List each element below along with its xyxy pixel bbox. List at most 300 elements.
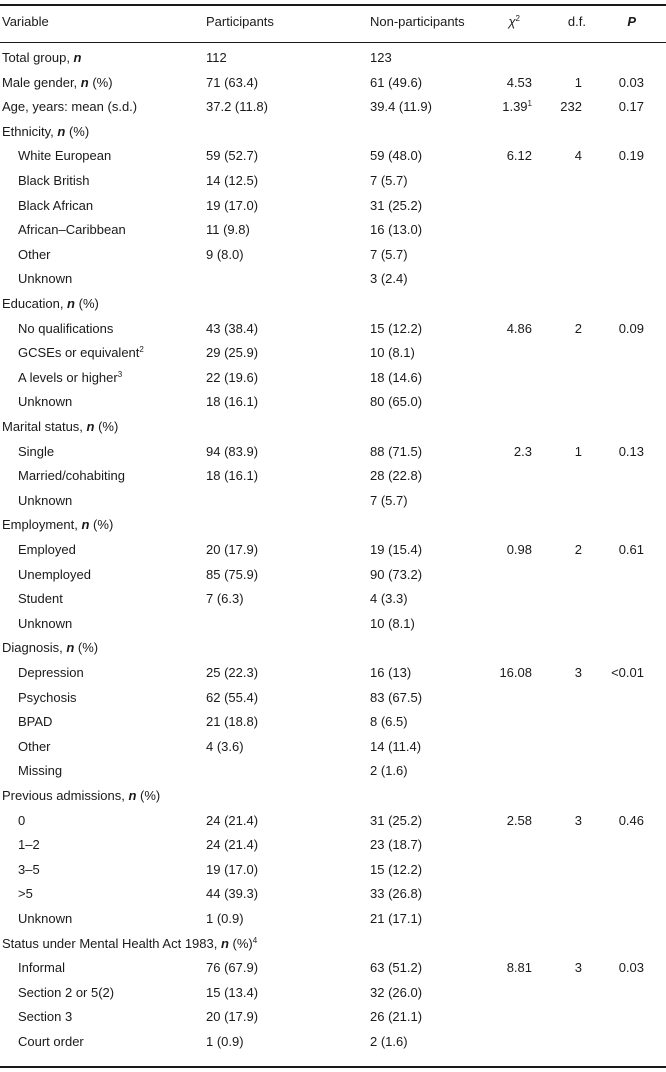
table-row	[0, 956, 666, 981]
participants-cell	[206, 169, 258, 194]
participants-cell-value: 11 (9.8)	[206, 222, 250, 238]
label-text: Marital status,	[2, 419, 87, 434]
non-participants-cell-value: 16 (13.0)	[370, 222, 423, 238]
label-text: Employment,	[2, 517, 82, 533]
participants-cell-value: 4 (3.6)	[206, 738, 244, 754]
variable-label	[18, 833, 40, 858]
p-value-cell-value: 0.46	[618, 812, 644, 828]
label-text: Court order	[18, 1034, 84, 1049]
label-text: White European	[18, 148, 112, 164]
non-participants-cell	[370, 956, 422, 981]
participants-cell-value: 21 (18.8)	[206, 714, 259, 730]
variable-label	[18, 858, 40, 883]
header-df: d.f.	[567, 14, 586, 29]
non-participants-cell	[370, 218, 422, 243]
participants-cell	[206, 1030, 244, 1055]
table-row	[0, 661, 666, 686]
participants-cell	[206, 243, 244, 268]
table-row	[0, 636, 666, 661]
table-row	[0, 464, 666, 489]
p-value-cell-value: 0.09	[618, 320, 644, 336]
table-row	[0, 882, 666, 907]
df-cell-value: 232	[560, 99, 582, 115]
p-value-cell	[611, 661, 644, 686]
variable-label	[18, 686, 77, 711]
variable-label	[18, 390, 72, 415]
label-suffix: (%)	[228, 935, 253, 951]
participants-cell	[206, 735, 244, 760]
participants-cell	[206, 144, 258, 169]
variable-label	[2, 932, 257, 957]
variable-label	[18, 1030, 84, 1055]
label-text: Informal	[18, 960, 65, 976]
table-row	[0, 243, 666, 268]
non-participants-cell	[370, 538, 422, 563]
chi-square-cell-value: 8.81	[506, 960, 532, 976]
variable-label	[18, 587, 63, 612]
header-rule	[0, 42, 666, 43]
label-suffix: (%)	[94, 419, 119, 434]
table-row	[0, 686, 666, 711]
participants-cell-value: 19 (17.0)	[206, 861, 259, 877]
non-participants-cell-value: 123	[370, 50, 392, 65]
variable-label	[18, 1005, 72, 1030]
label-n-symbol: n	[73, 50, 82, 65]
participants-cell	[206, 440, 258, 465]
non-participants-cell	[370, 759, 408, 784]
label-n-symbol: n	[220, 935, 229, 951]
non-participants-cell-value: 7 (5.7)	[370, 173, 408, 188]
participants-cell-value: 1 (0.9)	[206, 911, 244, 926]
df-cell	[575, 538, 582, 563]
participants-cell-value: 22 (19.6)	[206, 369, 259, 385]
label-text: Status under Mental Health Act 1983,	[2, 935, 221, 951]
top-rule	[0, 4, 666, 6]
non-participants-cell-value: 16 (13)	[370, 665, 412, 680]
non-participants-cell	[370, 809, 422, 834]
participants-cell-value: 37.2 (11.8)	[206, 99, 268, 115]
non-participants-cell	[370, 169, 408, 194]
label-text: Missing	[18, 763, 63, 779]
p-value-cell	[619, 317, 644, 342]
non-participants-cell	[370, 833, 422, 858]
table-row	[0, 932, 666, 957]
label-text: 0	[18, 812, 26, 828]
non-participants-cell	[370, 563, 422, 588]
variable-label	[18, 341, 144, 366]
table-row	[0, 440, 666, 465]
variable-label	[18, 882, 33, 907]
non-participants-cell-value: 59 (48.0)	[370, 148, 423, 164]
label-text: No qualifications	[18, 320, 114, 336]
participants-cell	[206, 46, 227, 71]
non-participants-cell	[370, 464, 422, 489]
variable-label	[18, 710, 52, 735]
p-value-cell	[619, 538, 644, 563]
non-participants-cell	[370, 612, 415, 637]
participants-cell	[206, 538, 258, 563]
variable-label	[2, 71, 113, 96]
variable-label	[18, 661, 84, 686]
label-text: Male gender,	[2, 74, 81, 90]
table-row	[0, 95, 666, 120]
table-row	[0, 489, 666, 514]
table-row	[0, 292, 666, 317]
df-cell	[575, 661, 582, 686]
df-cell	[575, 317, 582, 342]
non-participants-cell-value: 63 (51.2)	[370, 960, 423, 976]
footnote-marker: 1	[527, 99, 532, 109]
chi-square-cell	[507, 538, 532, 563]
table-row	[0, 267, 666, 292]
label-text: Age, years: mean (s.d.)	[2, 99, 138, 115]
table-row	[0, 563, 666, 588]
non-participants-cell-value: 90 (73.2)	[370, 566, 423, 582]
table-row	[0, 46, 666, 71]
variable-label	[18, 366, 122, 391]
variable-label	[2, 784, 160, 809]
non-participants-cell-value: 21 (17.1)	[370, 911, 423, 926]
footnote-marker: 3	[117, 369, 123, 379]
variable-label	[18, 981, 114, 1006]
variable-label	[18, 907, 72, 932]
label-text: Unknown	[18, 911, 73, 926]
variable-label	[18, 243, 51, 268]
non-participants-cell	[370, 710, 408, 735]
chi-square-cell	[514, 440, 532, 465]
label-text: Diagnosis,	[2, 640, 67, 656]
chi-square-cell-value: 2.3	[513, 443, 532, 459]
non-participants-cell-value: 7 (5.7)	[370, 492, 408, 508]
df-cell-value: 3	[574, 665, 582, 680]
footnote-marker: 4	[252, 935, 258, 945]
variable-label	[18, 489, 72, 514]
variable-label	[18, 612, 72, 637]
non-participants-cell-value: 15 (12.2)	[370, 320, 423, 336]
non-participants-cell	[370, 71, 422, 96]
label-n-symbol: n	[57, 123, 66, 139]
label-text: African–Caribbean	[18, 222, 126, 238]
non-participants-cell-value: 83 (67.5)	[370, 689, 423, 705]
non-participants-cell-value: 4 (3.3)	[370, 591, 408, 607]
label-text: GCSEs or equivalent	[18, 345, 140, 361]
label-text: Student	[18, 591, 63, 607]
df-cell-value: 3	[574, 960, 582, 976]
label-text: Married/cohabiting	[18, 468, 125, 484]
variable-label	[2, 513, 113, 538]
participants-cell	[206, 907, 244, 932]
label-text: Unknown	[18, 271, 73, 287]
non-participants-cell	[370, 243, 408, 268]
non-participants-cell	[370, 981, 422, 1006]
label-n-symbol: n	[128, 788, 137, 803]
table-row	[0, 366, 666, 391]
participants-cell-value: 25 (22.3)	[206, 665, 259, 680]
variable-label	[18, 440, 54, 465]
p-value-cell-value: 0.03	[618, 960, 644, 976]
label-text: Unknown	[18, 492, 73, 508]
participants-cell	[206, 587, 244, 612]
participants-cell-value: 85 (75.9)	[206, 566, 259, 582]
participants-cell-value: 7 (6.3)	[206, 591, 244, 607]
df-cell	[575, 71, 582, 96]
non-participants-cell	[370, 587, 408, 612]
label-n-symbol: n	[86, 419, 95, 434]
non-participants-cell-value: 2 (1.6)	[370, 1034, 408, 1049]
participants-cell-value: 76 (67.9)	[206, 960, 259, 976]
table-row	[0, 513, 666, 538]
p-value-cell	[619, 71, 644, 96]
label-n-symbol: n	[66, 640, 75, 656]
table-row	[0, 390, 666, 415]
participants-cell	[206, 661, 258, 686]
chi-square-cell	[507, 71, 532, 96]
table-row	[0, 120, 666, 145]
df-cell-value: 3	[574, 812, 582, 828]
label-text: Education,	[2, 296, 68, 311]
table-row	[0, 317, 666, 342]
label-text: Black African	[18, 197, 94, 213]
participants-cell-value: 44 (39.3)	[206, 886, 259, 902]
participants-cell	[206, 390, 258, 415]
variable-label	[18, 169, 90, 194]
label-text: Total group,	[2, 50, 74, 65]
df-cell	[575, 809, 582, 834]
non-participants-cell-value: 33 (26.8)	[370, 886, 423, 902]
variable-label	[2, 636, 98, 661]
participants-cell	[206, 366, 258, 391]
header-chi-symbol: χ	[508, 14, 516, 29]
label-n-symbol: n	[80, 74, 89, 90]
non-participants-cell-value: 7 (5.7)	[370, 246, 408, 262]
participants-cell	[206, 341, 258, 366]
variable-label	[18, 194, 93, 219]
participants-cell	[206, 710, 258, 735]
participants-cell-value: 43 (38.4)	[206, 320, 259, 336]
label-text: Other	[18, 246, 51, 262]
variable-label	[2, 95, 137, 120]
non-participants-cell-value: 88 (71.5)	[370, 443, 423, 459]
table-row	[0, 710, 666, 735]
participants-cell-value: 18 (16.1)	[206, 468, 259, 484]
variable-label	[18, 809, 25, 834]
participants-cell	[206, 563, 258, 588]
non-participants-cell	[370, 144, 422, 169]
label-text: Section 2 or 5(2)	[18, 984, 115, 1000]
participants-cell	[206, 1005, 258, 1030]
label-suffix: (%)	[136, 788, 161, 803]
label-text: >5	[18, 886, 33, 902]
participants-cell-value: 9 (8.0)	[206, 246, 244, 262]
participants-cell	[206, 194, 258, 219]
non-participants-cell-value: 31 (25.2)	[370, 812, 423, 828]
df-cell-value: 2	[574, 320, 582, 336]
variable-label	[18, 267, 72, 292]
df-cell	[560, 95, 582, 120]
label-text: 1–2	[18, 837, 40, 853]
participants-cell-value: 18 (16.1)	[206, 394, 259, 410]
non-participants-cell-value: 39.4 (11.9)	[370, 99, 432, 115]
non-participants-cell	[370, 661, 411, 686]
participants-cell	[206, 809, 258, 834]
chi-square-cell-value: 4.86	[506, 320, 532, 336]
participants-cell	[206, 464, 258, 489]
table-row	[0, 907, 666, 932]
table-row	[0, 759, 666, 784]
variable-label	[18, 538, 76, 563]
participants-cell-value: 1 (0.9)	[206, 1034, 244, 1049]
header-non-participants: Non-participants	[370, 14, 465, 29]
non-participants-cell-value: 18 (14.6)	[370, 369, 423, 385]
table-row	[0, 194, 666, 219]
participants-cell	[206, 882, 258, 907]
variable-label	[2, 46, 82, 71]
chi-square-cell-value: 2.58	[506, 812, 532, 828]
non-participants-cell	[370, 390, 422, 415]
participants-cell-value: 29 (25.9)	[206, 345, 259, 361]
chi-square-cell	[507, 317, 532, 342]
non-participants-cell	[370, 686, 422, 711]
label-text: Single	[18, 443, 55, 459]
variable-label	[18, 317, 113, 342]
non-participants-cell	[370, 95, 432, 120]
p-value-cell	[619, 809, 644, 834]
participants-cell	[206, 317, 258, 342]
non-participants-cell	[370, 194, 422, 219]
non-participants-cell	[370, 882, 422, 907]
label-text: Previous admissions,	[2, 788, 129, 803]
variable-label	[2, 415, 118, 440]
variable-label	[18, 563, 91, 588]
table-row	[0, 587, 666, 612]
header-participants: Participants	[206, 14, 274, 29]
participants-cell-value: 71 (63.4)	[206, 74, 259, 90]
participants-cell	[206, 858, 258, 883]
variable-label	[2, 120, 89, 145]
participants-cell-value: 24 (21.4)	[206, 812, 259, 828]
table-row	[0, 981, 666, 1006]
non-participants-cell-value: 28 (22.8)	[370, 468, 423, 484]
table-row	[0, 341, 666, 366]
non-participants-cell	[370, 907, 422, 932]
label-text: 3–5	[18, 861, 40, 877]
header-chi-square	[508, 9, 520, 35]
participants-cell-value: 59 (52.7)	[206, 148, 259, 164]
participants-cell-value: 20 (17.9)	[206, 542, 259, 557]
non-participants-cell-value: 23 (18.7)	[370, 837, 423, 853]
participants-cell-value: 15 (13.4)	[206, 984, 259, 1000]
p-value-cell	[619, 956, 644, 981]
variable-label	[18, 956, 65, 981]
header-p-value: P	[627, 14, 636, 29]
variable-label	[2, 292, 99, 317]
chi-square-cell	[507, 956, 532, 981]
p-value-cell-value: 0.03	[618, 74, 644, 90]
participants-cell	[206, 833, 258, 858]
non-participants-cell-value: 19 (15.4)	[370, 542, 423, 557]
label-text: BPAD	[18, 714, 53, 730]
non-participants-cell-value: 61 (49.6)	[370, 74, 423, 90]
non-participants-cell-value: 31 (25.2)	[370, 197, 423, 213]
participants-cell	[206, 956, 258, 981]
footnote-marker: 2	[139, 345, 144, 355]
participants-cell-value: 94 (83.9)	[206, 443, 259, 459]
table-row	[0, 538, 666, 563]
label-suffix: (%)	[88, 74, 113, 90]
chi-square-cell	[507, 144, 532, 169]
table-row	[0, 1005, 666, 1030]
chi-square-cell	[502, 95, 532, 120]
participants-cell-value: 19 (17.0)	[206, 197, 259, 213]
df-cell	[575, 440, 582, 465]
label-text: Section 3	[18, 1009, 73, 1025]
table-header	[0, 9, 666, 35]
non-participants-cell-value: 14 (11.4)	[370, 738, 422, 754]
table-row	[0, 1030, 666, 1055]
table-row	[0, 144, 666, 169]
non-participants-cell-value: 10 (8.1)	[370, 345, 415, 361]
table-row	[0, 415, 666, 440]
non-participants-cell	[370, 858, 422, 883]
bottom-rule	[0, 1066, 666, 1068]
chi-square-cell-value: 6.12	[506, 148, 532, 164]
non-participants-cell	[370, 735, 421, 760]
table-row	[0, 858, 666, 883]
p-value-cell	[619, 440, 644, 465]
df-cell-value: 1	[574, 74, 582, 90]
table-row	[0, 169, 666, 194]
df-cell-value: 4	[574, 148, 582, 164]
table-row	[0, 809, 666, 834]
non-participants-cell	[370, 489, 408, 514]
label-text: Unemployed	[18, 566, 91, 582]
label-text: A levels or higher	[18, 369, 118, 385]
p-value-cell-value: <0.01	[611, 665, 644, 680]
label-suffix: (%)	[74, 640, 99, 656]
chi-square-cell-value: 4.53	[506, 74, 532, 90]
p-value-cell-value: 0.17	[618, 99, 644, 115]
df-cell-value: 2	[574, 542, 582, 557]
p-value-cell-value: 0.13	[618, 443, 644, 459]
table-row	[0, 735, 666, 760]
variable-label	[18, 218, 126, 243]
participants-cell-value: 62 (55.4)	[206, 689, 259, 705]
participants-cell	[206, 95, 268, 120]
chi-square-cell-value: 16.08	[499, 665, 532, 680]
variable-label	[18, 735, 51, 760]
variable-label	[18, 759, 62, 784]
label-text: Depression	[18, 665, 84, 680]
participants-cell-value: 20 (17.9)	[206, 1009, 259, 1025]
label-text: Unknown	[18, 615, 73, 631]
df-cell	[575, 956, 582, 981]
label-n-symbol: n	[67, 296, 75, 311]
df-cell-value: 1	[574, 443, 582, 459]
non-participants-cell-value: 2 (1.6)	[370, 763, 408, 779]
variable-label	[18, 464, 125, 489]
non-participants-cell	[370, 440, 422, 465]
non-participants-cell-value: 26 (21.1)	[370, 1009, 423, 1025]
chi-square-cell	[507, 809, 532, 834]
label-text: Black British	[18, 173, 90, 188]
variable-label	[18, 144, 111, 169]
chi-square-cell-value: 0.98	[506, 542, 532, 557]
non-participants-cell-value: 15 (12.2)	[370, 861, 423, 877]
p-value-cell	[619, 95, 644, 120]
participants-cell	[206, 981, 258, 1006]
label-suffix: (%)	[65, 123, 90, 139]
non-participants-cell	[370, 366, 422, 391]
